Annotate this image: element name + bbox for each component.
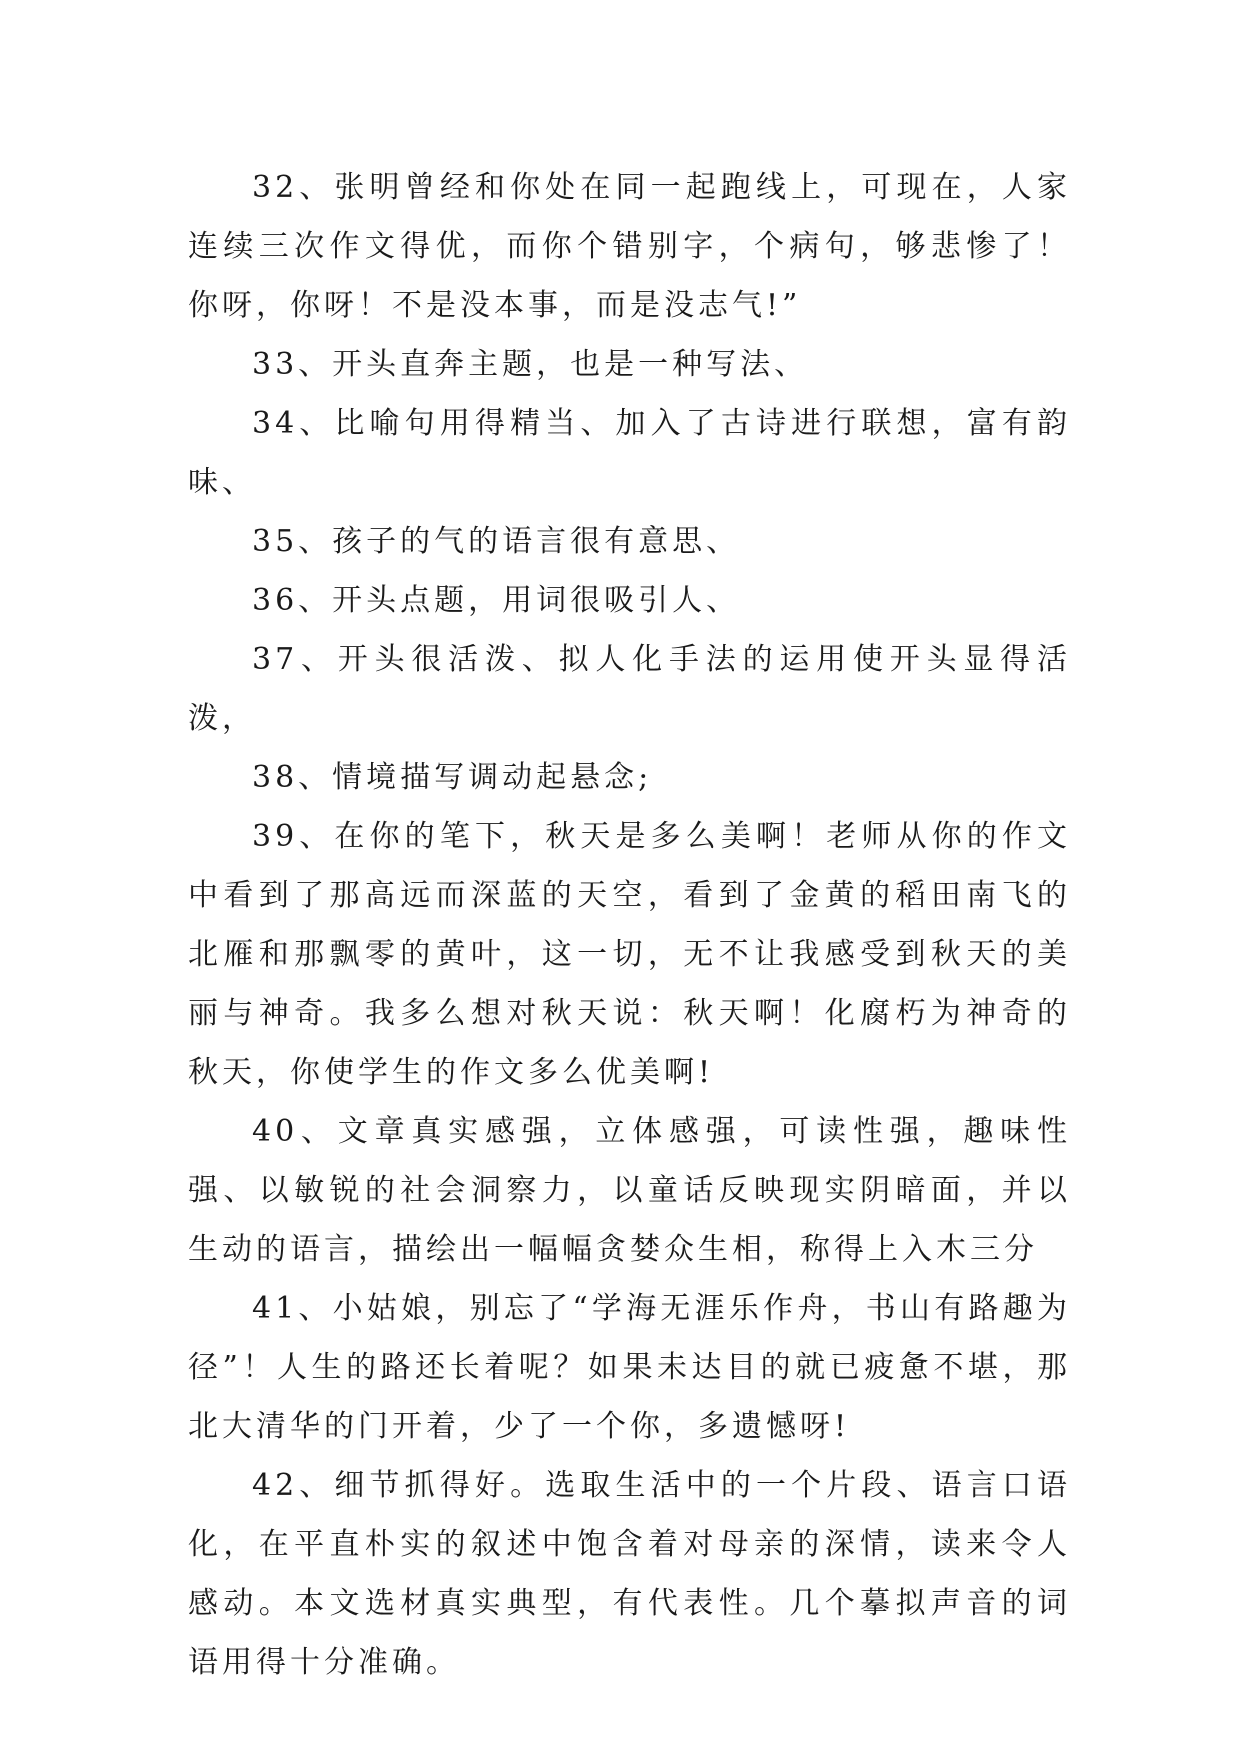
- paragraph-42: 42、细节抓得好。选取生活中的一个片段、语言口语化，在平直朴实的叙述中饱含着对母亲的深情，读来令人感动。本文选材真实典型，有代表性。几个摹拟声音的词语用得十分准确。: [188, 1468, 1071, 1680]
- document-body: [188, 158, 1071, 1692]
- paragraph-34: 34、比喻句用得精当、加入了古诗进行联想，富有韵味、: [188, 406, 1071, 500]
- paragraph-40: 40、文章真实感强，立体感强，可读性强，趣味性强、以敏锐的社会洞察力，以童话反映现实阴暗面，并以生动的语言，描绘出一幅幅贪婪众生相，称得上入木三分: [188, 1114, 1071, 1267]
- paragraph-37: 37、开头很活泼、拟人化手法的运用使开头显得活泼，: [188, 642, 1071, 736]
- paragraph-35: 35、孩子的气的语言很有意思、: [252, 524, 741, 559]
- paragraph-41: 41、小姑娘，别忘了“学海无涯乐作舟，书山有路趣为径”！人生的路还长着呢？如果未达目的就已疲惫不堪，那北大清华的门开着，少了一个你，多遗憾呀!: [188, 1291, 1071, 1444]
- paragraph-33: 33、开头直奔主题，也是一种写法、: [252, 347, 809, 382]
- paragraph-39: 39、在你的笔下，秋天是多么美啊！老师从你的作文中看到了那高远而深蓝的天空，看到了金黄的稻田南飞的北雁和那飘零的黄叶，这一切，无不让我感受到秋天的美丽与神奇。我多么想对秋天说：秋天啊！化腐朽为神奇的秋天，你使学生的作文多么优美啊!: [188, 819, 1071, 1090]
- paragraph-36: 36、开头点题，用词很吸引人、: [252, 583, 741, 618]
- paragraph-38: 38、情境描写调动起悬念;: [252, 760, 653, 795]
- paragraph-32: 32、张明曾经和你处在同一起跑线上，可现在，人家连续三次作文得优，而你个错别字，个病句，够悲惨了！你呀，你呀！不是没本事，而是没志气!”: [188, 170, 1071, 323]
